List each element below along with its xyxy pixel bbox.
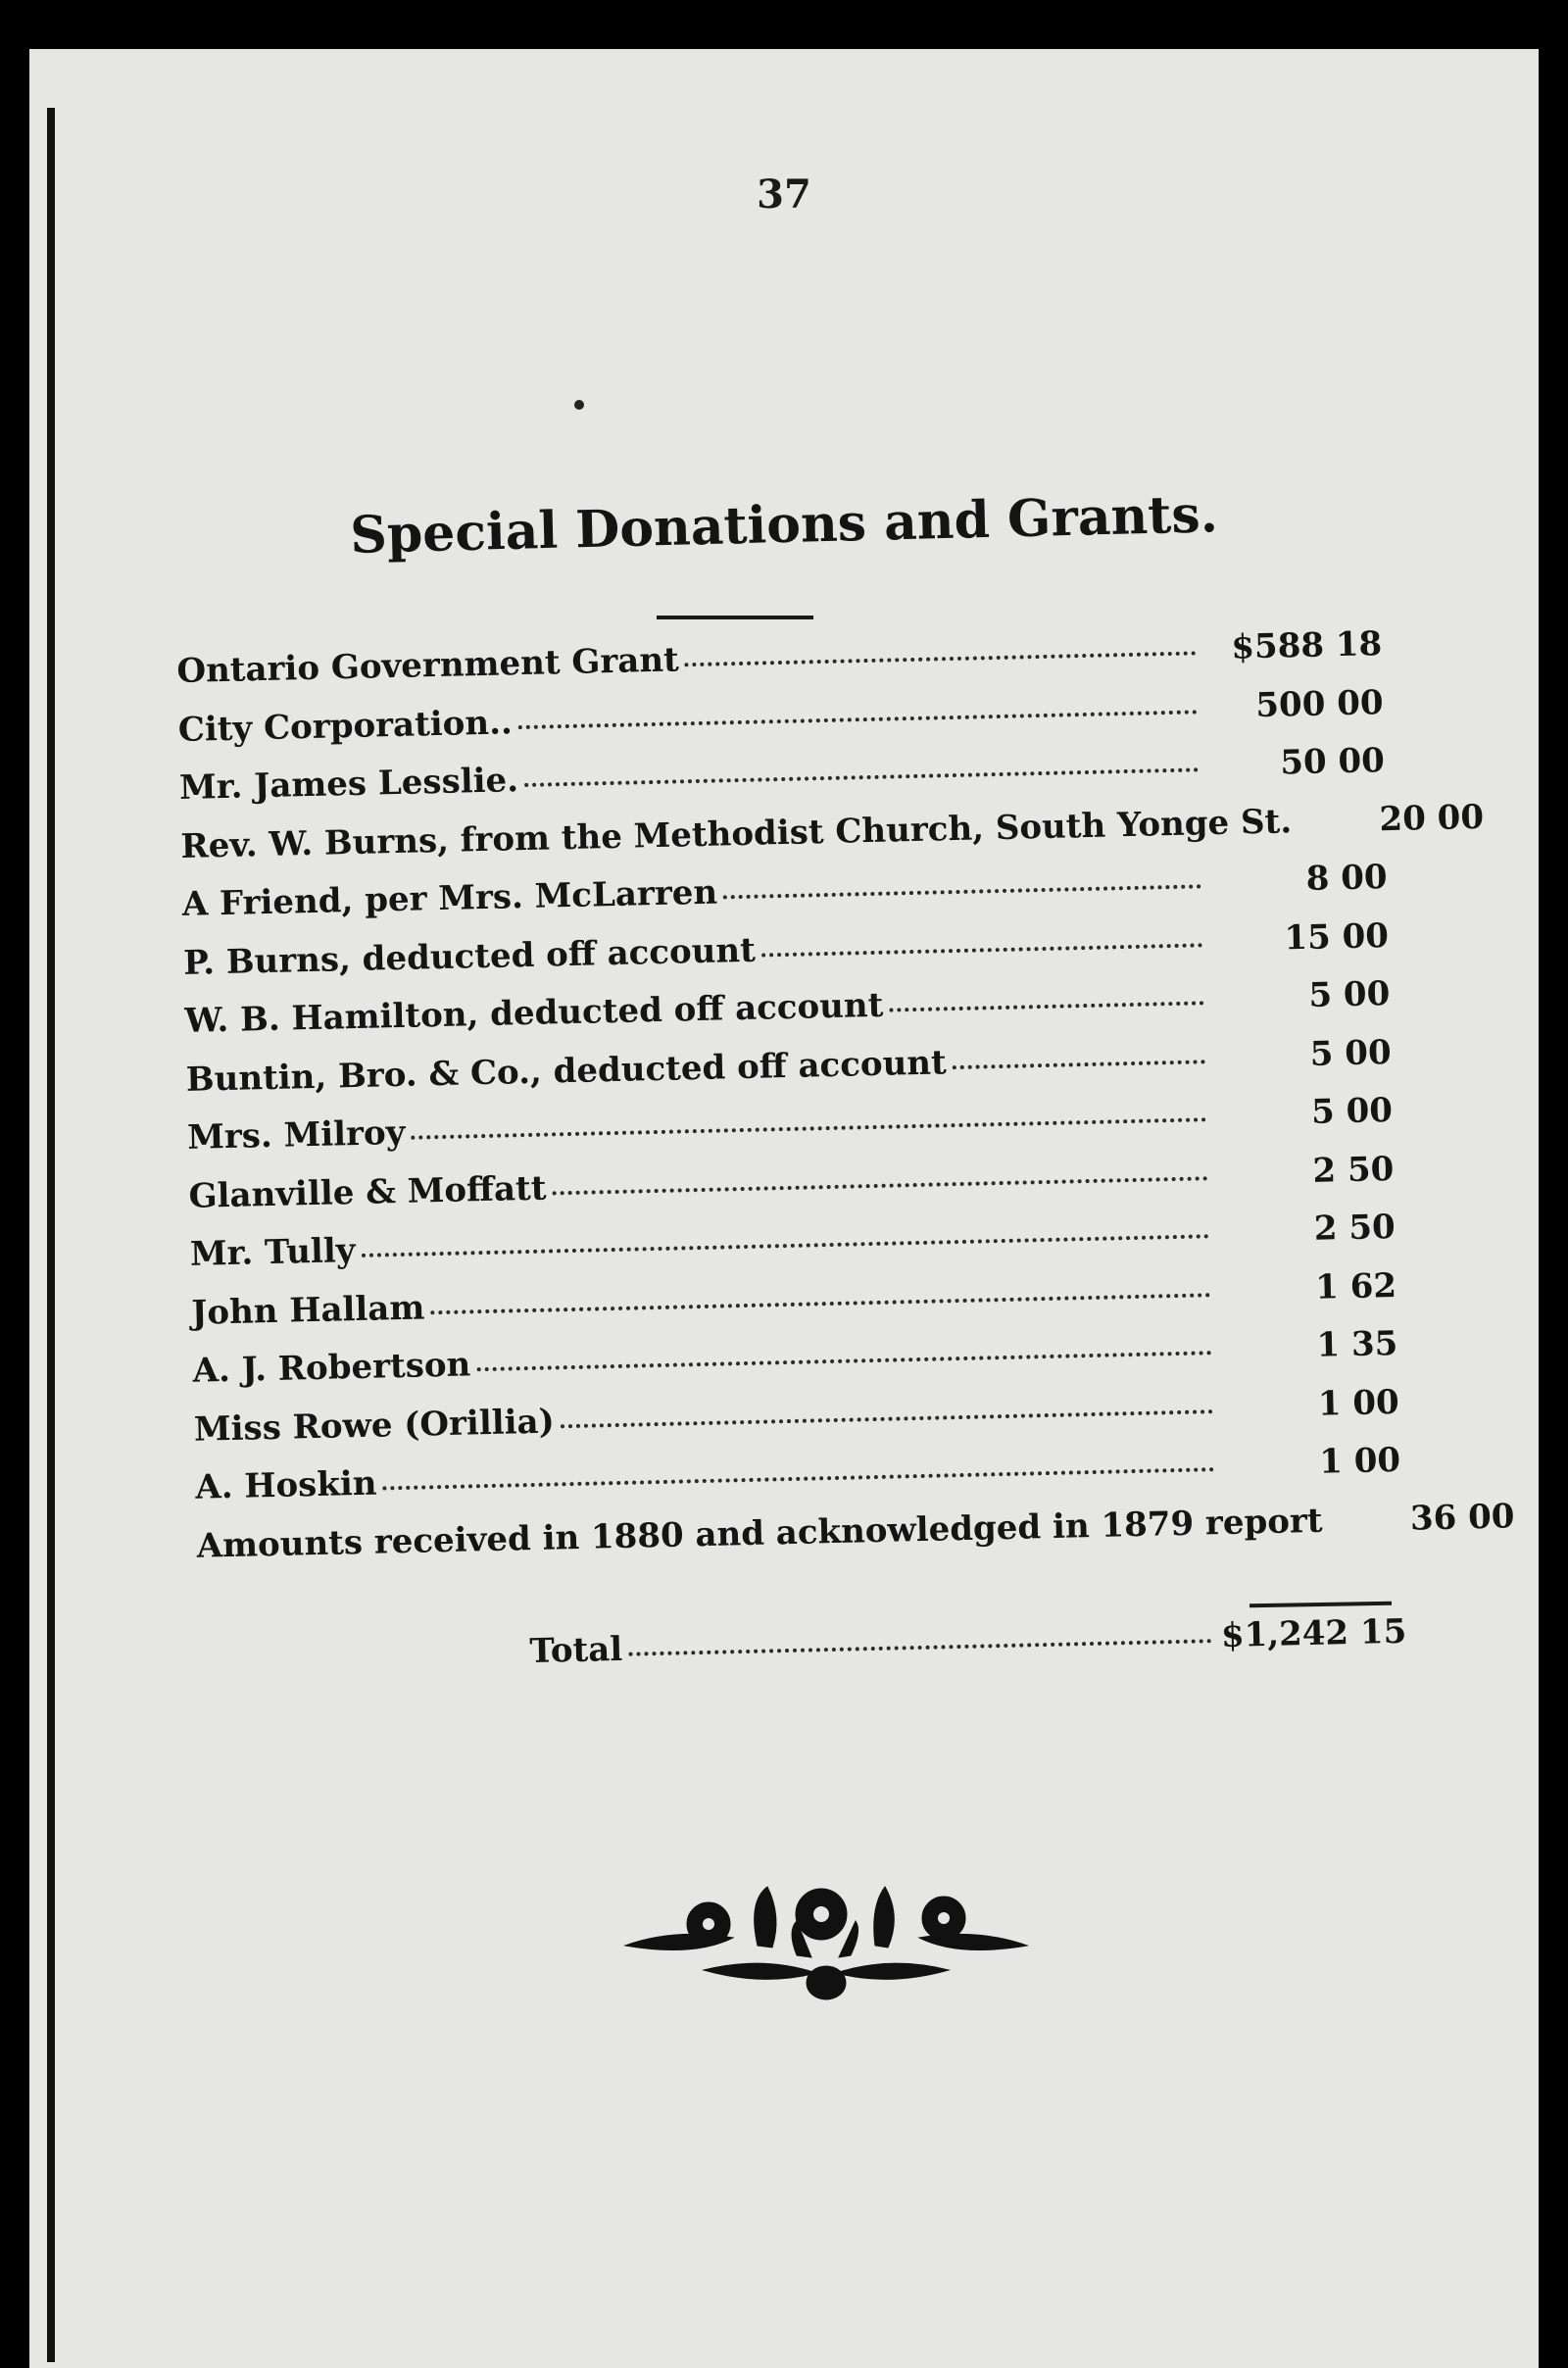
dot-leader [411,1117,1206,1139]
donor-name: Mrs. Milroy [186,1112,406,1158]
total-amount: $1,242 15 [1220,1611,1407,1655]
page-number: 37 [757,172,811,218]
donation-amount: 5 00 [1310,1090,1394,1132]
donation-amount: 5 00 [1307,974,1391,1015]
dot-leader [552,1176,1207,1195]
donor-name: Miss Rowe (Orillia) [193,1401,556,1450]
ink-dot [574,400,584,410]
dot-leader [430,1293,1210,1314]
donation-amount: 8 00 [1305,858,1388,899]
donor-name: A Friend, per Mrs. McLarren [181,872,718,924]
donor-name: Mr. James Lesslie. [178,761,519,808]
donation-amount: 1 00 [1318,1440,1401,1482]
donation-amount: 2 50 [1313,1207,1396,1249]
dot-leader [518,710,1198,729]
dot-leader [476,1351,1211,1371]
donor-name: A. J. Robertson [192,1345,471,1391]
donation-amount: 1 62 [1314,1265,1397,1307]
donor-name: Buntin, Bro. & Co., deducted off account [185,1042,948,1100]
donor-name: Glanville & Moffatt [188,1168,547,1216]
dot-leader [761,943,1202,957]
donation-amount: 2 50 [1312,1149,1395,1191]
dot-leader [524,767,1199,787]
donor-name: A. Hoskin [194,1463,377,1507]
dot-leader [362,1234,1209,1258]
donor-name: W. B. Hamilton, deducted off account [184,985,884,1041]
total-rule [1250,1602,1392,1608]
donation-amount: $588 18 [1230,624,1383,667]
binding-edge [47,108,55,2362]
donor-name: Ontario Government Grant [176,640,680,691]
donor-name: Amounts received in 1880 and acknowledged in 1879 report [196,1501,1323,1566]
total-label: Total [529,1629,623,1671]
donation-list [176,624,1515,1585]
donor-name: City Corporation.. [177,702,514,750]
donor-name: John Hallam [190,1287,425,1333]
donor-name: Rev. W. Burns, from the Methodist Church, South Yonge St. [180,801,1293,866]
donation-amount: 500 00 [1254,682,1384,725]
dot-leader [561,1409,1213,1428]
page [29,49,1539,2368]
dot-leader [953,1060,1205,1069]
donor-name: Mr. Tully [189,1231,356,1274]
dot-leader [628,1639,1211,1655]
donor-name: P. Burns, deducted off account [182,930,757,983]
dot-leader [889,1001,1203,1011]
donation-amount: 20 00 [1379,797,1485,839]
dot-leader [685,651,1197,666]
donation-amount: 15 00 [1283,915,1390,958]
floral-ornament-icon [615,1877,1037,2004]
donation-amount: 1 00 [1317,1382,1400,1424]
donation-amount: 5 00 [1309,1032,1393,1074]
dot-leader [383,1467,1215,1490]
title-rule [657,616,813,619]
donation-amount: 1 35 [1316,1323,1398,1365]
page-title: Special Donations and Grants. [349,484,1219,566]
total-row [529,1612,1407,1671]
dot-leader [723,884,1201,899]
donation-amount: 50 00 [1279,741,1386,783]
donation-amount: 36 00 [1409,1496,1515,1539]
